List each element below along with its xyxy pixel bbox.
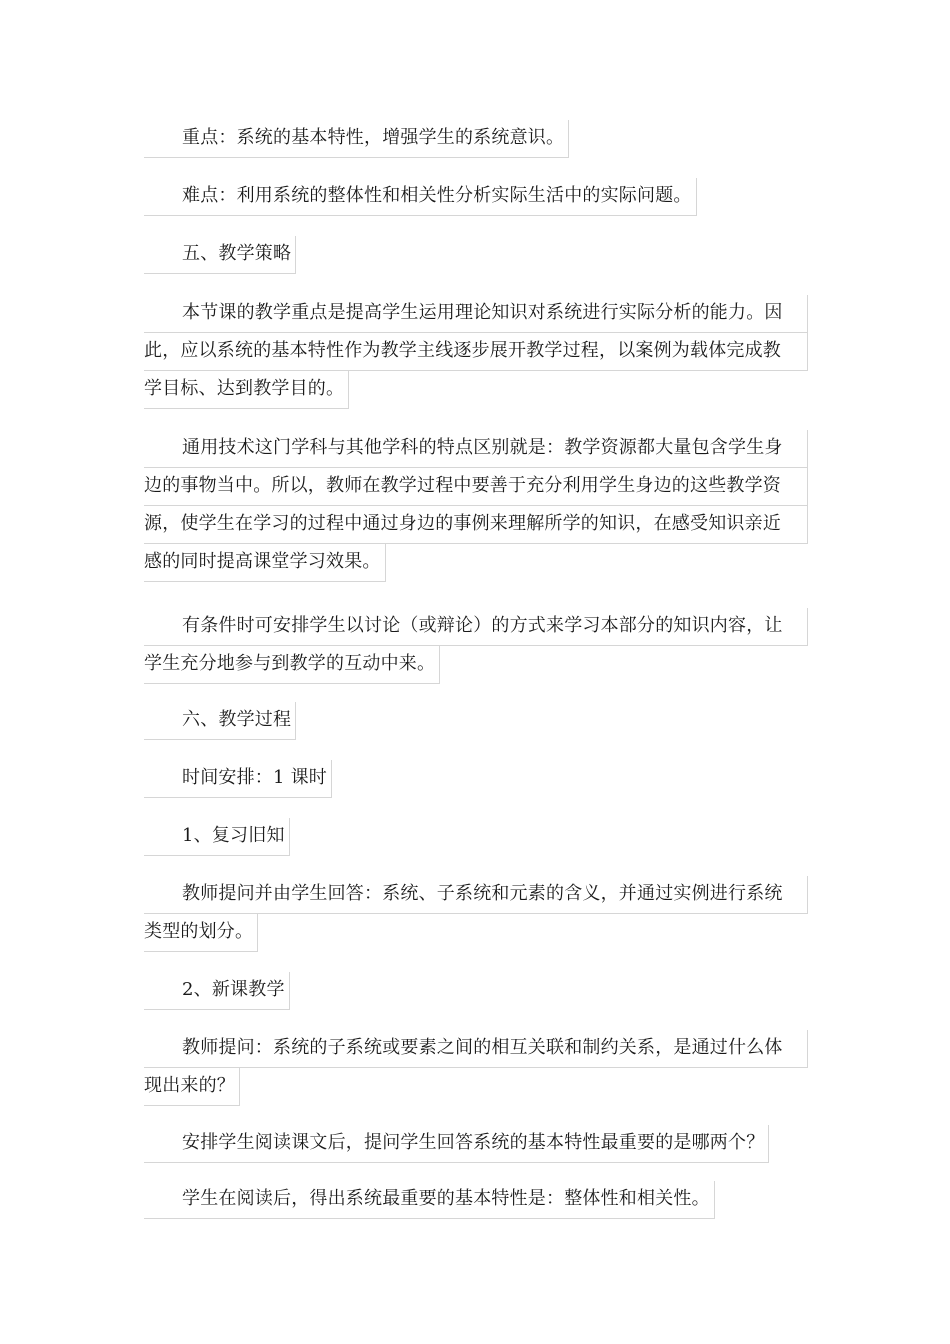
subheading-new-lesson	[144, 972, 808, 1010]
text-line: 通用技术这门学科与其他学科的特点区别就是：教学资源都大量包含学生身	[144, 430, 808, 468]
text-line: 难点：利用系统的整体性和相关性分析实际生活中的实际问题。	[144, 178, 697, 216]
subheading: 1、复习旧知	[144, 818, 290, 856]
paragraph-conclusion	[144, 1181, 808, 1219]
paragraph-time-arrangement	[144, 760, 808, 798]
paragraph-teaching-resources	[144, 430, 808, 582]
text-line: 有条件时可安排学生以讨论（或辩论）的方式来学习本部分的知识内容，让	[144, 608, 808, 646]
section-heading-teaching-process	[144, 702, 808, 740]
section-heading: 五、教学策略	[144, 236, 296, 274]
subheading-review	[144, 818, 808, 856]
text-line: 学目标、达到教学目的。	[144, 371, 349, 409]
text-line: 类型的划分。	[144, 914, 258, 952]
text-line: 学生在阅读后，得出系统最重要的基本特性是：整体性和相关性。	[144, 1181, 715, 1219]
section-heading: 六、教学过程	[144, 702, 296, 740]
text-line: 学生充分地参与到教学的互动中来。	[144, 646, 440, 684]
text-line: 时间安排：1 课时	[144, 760, 332, 798]
paragraph-review-question	[144, 876, 808, 952]
paragraph-key-point	[144, 120, 808, 158]
paragraph-reading-task	[144, 1125, 808, 1163]
text-line: 此，应以系统的基本特性作为教学主线逐步展开教学过程，以案例为载体完成教	[144, 333, 808, 371]
paragraph-discussion	[144, 608, 808, 684]
text-line: 感的同时提高课堂学习效果。	[144, 544, 386, 582]
paragraph-strategy-focus	[144, 295, 808, 409]
text-line: 重点：系统的基本特性，增强学生的系统意识。	[144, 120, 569, 158]
text-line: 教师提问并由学生回答：系统、子系统和元素的含义，并通过实例进行系统	[144, 876, 808, 914]
text-line: 源，使学生在学习的过程中通过身边的事例来理解所学的知识，在感受知识亲近	[144, 506, 808, 544]
text-line: 本节课的教学重点是提高学生运用理论知识对系统进行实际分析的能力。因	[144, 295, 808, 333]
text-line: 教师提问：系统的子系统或要素之间的相互关联和制约关系，是通过什么体	[144, 1030, 808, 1068]
text-line: 边的事物当中。所以，教师在教学过程中要善于充分利用学生身边的这些教学资	[144, 468, 808, 506]
paragraph-difficult-point	[144, 178, 808, 216]
subheading: 2、新课教学	[144, 972, 290, 1010]
text-line: 安排学生阅读课文后，提问学生回答系统的基本特性最重要的是哪两个？	[144, 1125, 769, 1163]
section-heading-teaching-strategy	[144, 236, 808, 274]
text-line: 现出来的？	[144, 1068, 240, 1106]
paragraph-teacher-question	[144, 1030, 808, 1106]
